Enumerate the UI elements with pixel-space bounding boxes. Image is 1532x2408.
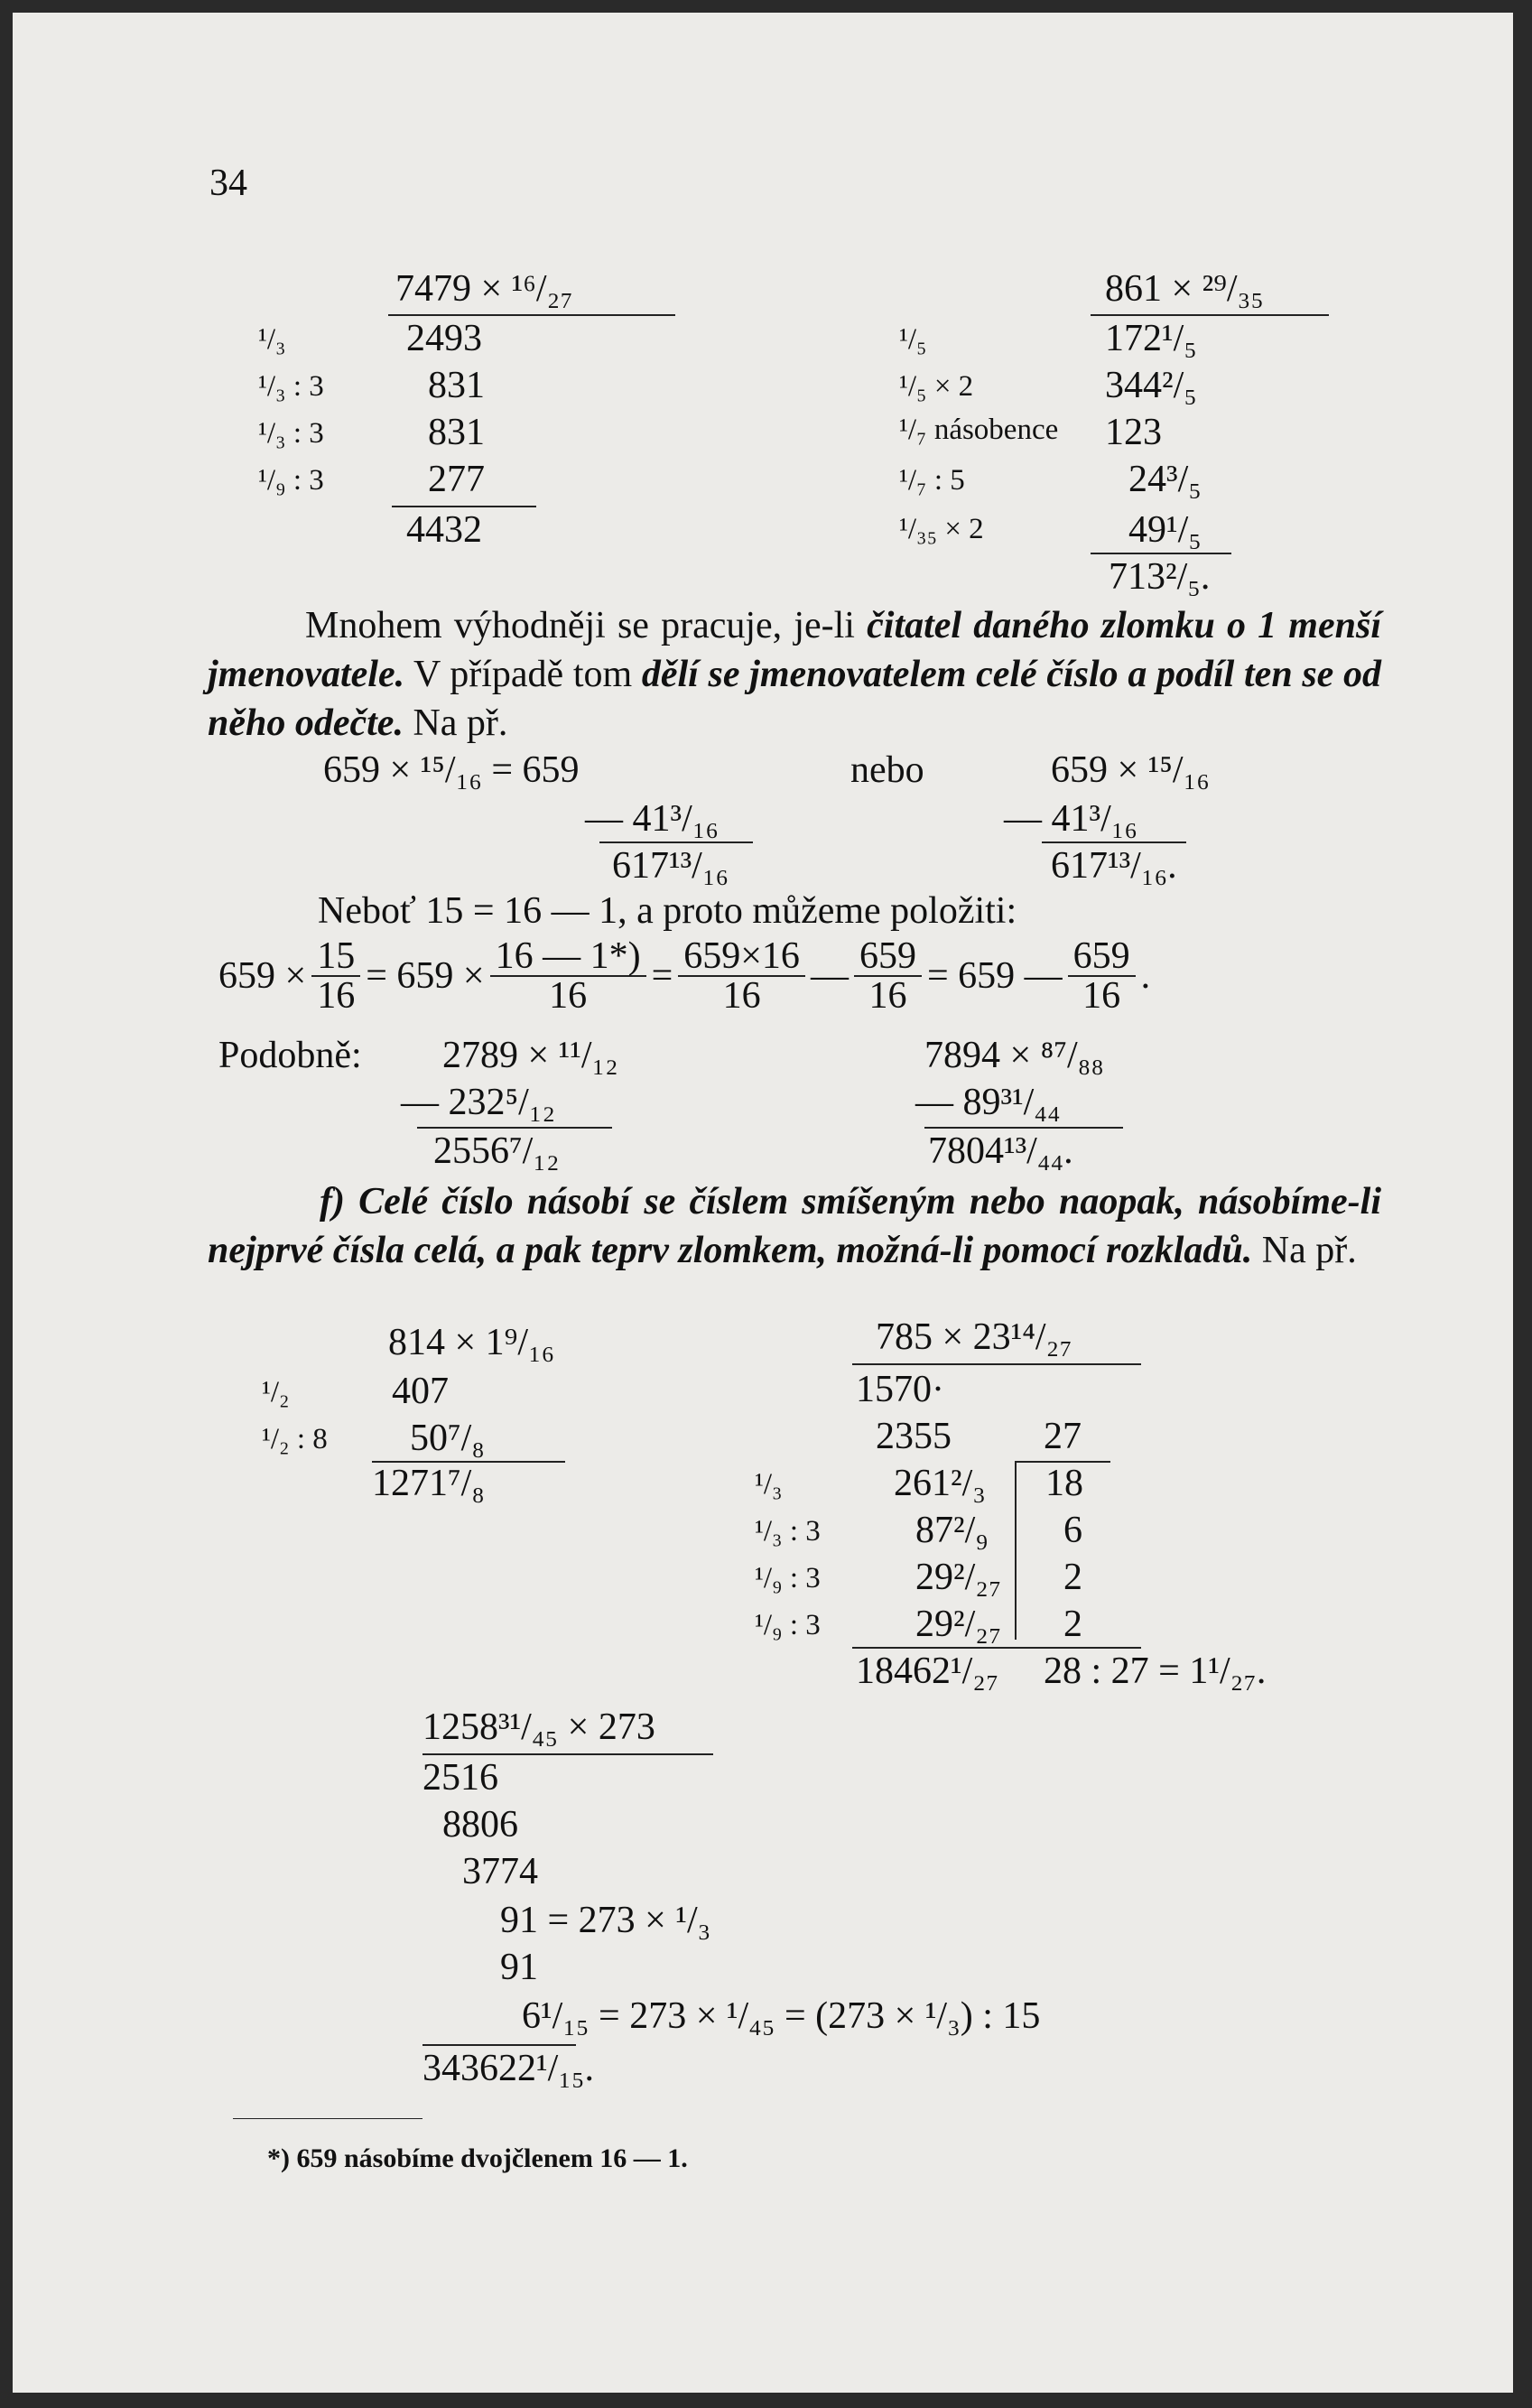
calc-value: 344²/₅: [1105, 365, 1197, 406]
calc-op: ¹/₇ násobence: [899, 414, 1059, 446]
calc-subtract: — 41³/₁₆: [585, 798, 720, 840]
calc-result: 2556⁷/₁₂: [433, 1130, 560, 1172]
calc-head: 785 × 23¹⁴/₂₇: [876, 1316, 1072, 1358]
calc-subtract: — 41³/₁₆: [1004, 798, 1138, 840]
calc-row: 2355: [876, 1416, 952, 1457]
calc-row: 3774: [462, 1851, 538, 1892]
calc-value: 87²/₉: [915, 1510, 989, 1551]
calc-subtract: — 232⁵/₁₂: [401, 1082, 556, 1123]
calc-result: 7804¹³/₄₄.: [928, 1130, 1073, 1172]
calc-value: 831: [428, 365, 485, 406]
nebo-word: nebo: [850, 749, 924, 791]
calc-op: ¹/₃: [258, 323, 286, 356]
calc-total: 343622¹/₁₅.: [422, 2048, 595, 2089]
calc-op: ¹/₃ : 3: [258, 417, 324, 450]
calc-row: 6¹/₁₅ = 273 × ¹/₄₅ = (273 × ¹/₃) : 15: [522, 1995, 1041, 2037]
calc-value: 50⁷/₈: [410, 1418, 485, 1459]
calc-head: 861 × ²⁹/₃₅: [1105, 268, 1264, 310]
calc-value: 123: [1105, 412, 1162, 453]
calc-row: 2516: [422, 1757, 498, 1799]
calc-head: 659 × ¹⁵/₁₆: [1051, 749, 1210, 791]
calc-op: ¹/₂: [262, 1376, 290, 1409]
calc-op: ¹/₉ : 3: [258, 464, 324, 497]
calc-op: ¹/₉ : 3: [755, 1609, 821, 1641]
calc-op: ¹/₃ : 3: [258, 370, 324, 403]
nebot-line: Neboť 15 = 16 — 1, a proto můžeme položiti:: [318, 890, 1017, 932]
calc-value: 831: [428, 412, 485, 453]
calc-op: ¹/₅: [899, 323, 927, 356]
paragraph-rule-f: f) Celé číslo násobí se číslem smíšeným nebo naopak, násobíme-li nejprvé čísla celá, a pak teprv zlomkem, možná-li pomocí rozkladů. Na př.: [208, 1181, 1381, 1271]
calc-op: ¹/₃₅ × 2: [899, 513, 984, 545]
book-page: [13, 13, 1513, 2393]
calc-value: 407: [392, 1371, 449, 1412]
divisor-value: 2: [1063, 1604, 1082, 1645]
calc-op: ¹/₃: [755, 1468, 783, 1501]
calc-row: 91: [500, 1947, 538, 1988]
calc-head: 1258³¹/₄₅ × 273: [422, 1706, 655, 1748]
calc-result: 617¹³/₁₆: [612, 845, 729, 887]
podobne-label: Podobně:: [218, 1035, 362, 1076]
divisor-value: 2: [1063, 1557, 1082, 1598]
calc-row: 91 = 273 × ¹/₃: [500, 1900, 711, 1941]
calc-total: 1271⁷/₈: [372, 1463, 485, 1504]
footnote: *) 659 násobíme dvojčlenem 16 — 1.: [267, 2143, 688, 2173]
paragraph-rule: Mnohem výhodněji se pracuje, je-li čitatel daného zlomku o 1 menší jmenovatele. V případě tom dělí se jmenovatelem celé číslo a podíl ten se od něho odečte. Na př.: [208, 605, 1381, 744]
calc-total: 713²/₅.: [1109, 556, 1211, 598]
calc-total: 18462¹/₂₇: [856, 1650, 999, 1692]
calc-subtract: — 89³¹/₄₄: [915, 1082, 1061, 1123]
calc-value: 277: [428, 459, 485, 500]
calc-op: ¹/₉ : 3: [755, 1562, 821, 1594]
calc-head: 7894 × ⁸⁷/₈₈: [924, 1035, 1104, 1076]
calc-total-note: 28 : 27 = 1¹/₂₇.: [1044, 1650, 1267, 1692]
calc-value: 24³/₅: [1128, 459, 1202, 500]
calc-row: 1570·: [856, 1369, 944, 1410]
calc-row: 8806: [442, 1804, 518, 1846]
calc-head: 814 × 1⁹/₁₆: [388, 1322, 555, 1363]
calc-head: 7479 × ¹⁶/₂₇: [395, 268, 573, 310]
calc-result: 617¹³/₁₆.: [1051, 845, 1177, 887]
calc-head: 659 × ¹⁵/₁₆ = 659: [323, 749, 580, 791]
page-number: 34: [209, 163, 247, 204]
divisor-value: 6: [1063, 1510, 1082, 1551]
divisor-value: 18: [1045, 1463, 1083, 1504]
fraction-equation: 659 × $\frac{15}{16}$ = 659 × $\frac{16 — 1*)}{16}$ = $\frac{659\times 16}{16}$ — $\frac{659}{16}$ = 659 — $\frac{659}{16}$ .: [218, 935, 1151, 1017]
divisor-head: 27: [1044, 1416, 1082, 1457]
calc-total: 4432: [406, 509, 482, 551]
calc-value: 172¹/₅: [1105, 318, 1197, 359]
calc-value: 49¹/₅: [1128, 509, 1202, 551]
calc-value: 2493: [406, 318, 482, 359]
calc-op: ¹/₃ : 3: [755, 1515, 821, 1548]
calc-head: 2789 × ¹¹/₁₂: [442, 1035, 618, 1076]
calc-value: 261²/₃: [894, 1463, 986, 1504]
calc-value: 29²/₂₇: [915, 1557, 1002, 1598]
calc-op: ¹/₇ : 5: [899, 464, 965, 497]
calc-value: 29²/₂₇: [915, 1604, 1002, 1645]
calc-op: ¹/₂ : 8: [262, 1423, 328, 1455]
calc-op: ¹/₅ × 2: [899, 370, 974, 403]
